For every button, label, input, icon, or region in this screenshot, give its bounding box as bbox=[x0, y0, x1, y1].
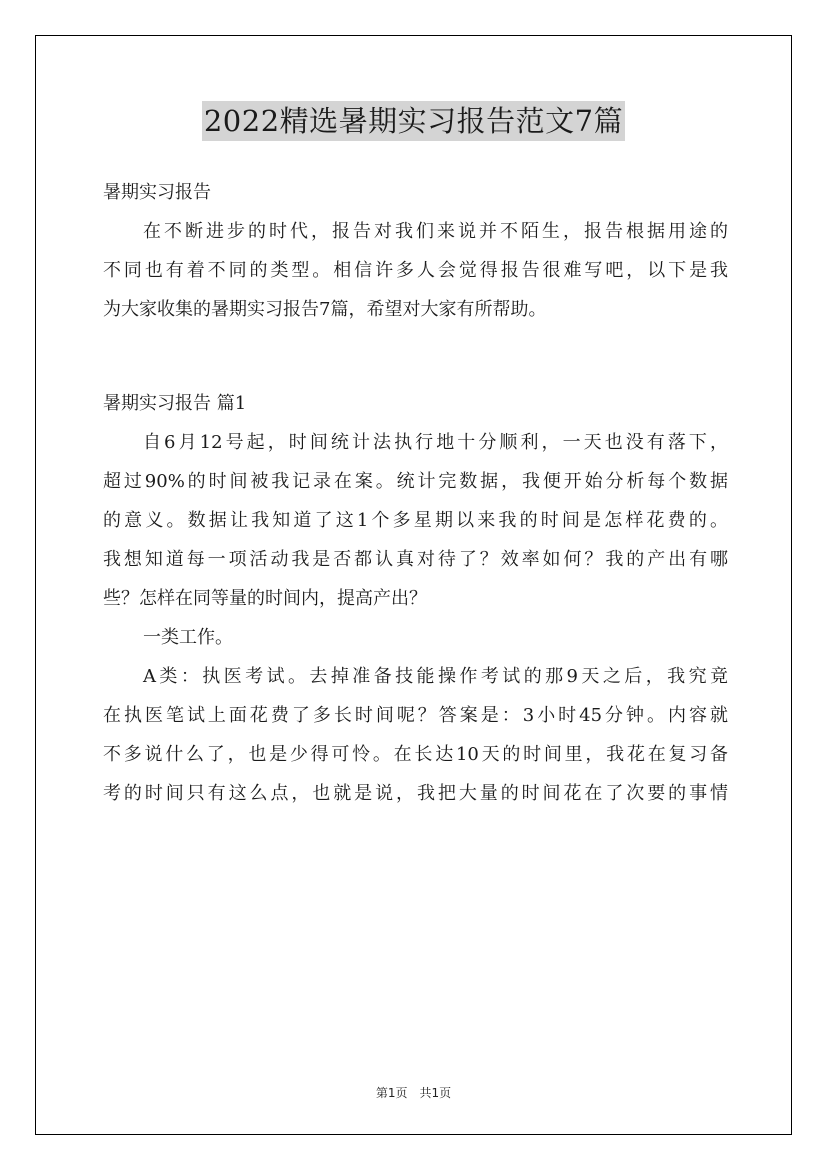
section1-para3-line-1: A类：执医考试。去掉准备技能操作考试的那9天之后，我究竟 bbox=[143, 666, 728, 687]
page-number: 第1页 bbox=[375, 1086, 408, 1100]
page-total: 共1页 bbox=[419, 1086, 452, 1100]
intro-line-2: 不同也有着不同的类型。相信许多人会觉得报告很难写吧，以下是我 bbox=[103, 260, 728, 281]
intro-line-3: 为大家收集的暑期实习报告7篇，希望对大家有所帮助。 bbox=[103, 299, 547, 320]
intro-line-1: 在不断进步的时代，报告对我们来说并不陌生，报告根据用途的 bbox=[143, 221, 728, 242]
section-gap bbox=[103, 329, 728, 384]
section1-para2: 一类工作。 bbox=[143, 627, 233, 648]
document-title: 2022精选暑期实习报告范文7篇 bbox=[202, 101, 625, 141]
section1-para1-line-3: 的意义。数据让我知道了这1个多星期以来我的时间是怎样花费的。 bbox=[103, 510, 728, 531]
title-container bbox=[0, 101, 827, 141]
intro-heading: 暑期实习报告 bbox=[103, 182, 211, 203]
section1-para1-line-5: 些？怎样在同等量的时间内，提高产出？ bbox=[103, 588, 427, 609]
section1-para1-line-4: 我想知道每一项活动我是否都认真对待了？效率如何？我的产出有哪 bbox=[103, 549, 728, 570]
section1-para1-line-2: 超过90%的时间被我记录在案。统计完数据，我便开始分析每个数据 bbox=[103, 471, 728, 492]
section1-para1-line-1: 自6月12号起，时间统计法执行地十分顺利，一天也没有落下， bbox=[143, 432, 728, 453]
section1-para3-line-4: 考的时间只有这么点，也就是说，我把大量的时间花在了次要的事情 bbox=[103, 783, 728, 804]
document-body bbox=[103, 173, 728, 813]
section1-para3-line-2: 在执医笔试上面花费了多长时间呢？答案是：3小时45分钟。内容就 bbox=[103, 705, 728, 726]
page-footer bbox=[0, 1084, 827, 1101]
section1-heading: 暑期实习报告 篇1 bbox=[103, 393, 247, 414]
section1-para3-line-3: 不多说什么了，也是少得可怜。在长达10天的时间里，我花在复习备 bbox=[103, 744, 728, 765]
